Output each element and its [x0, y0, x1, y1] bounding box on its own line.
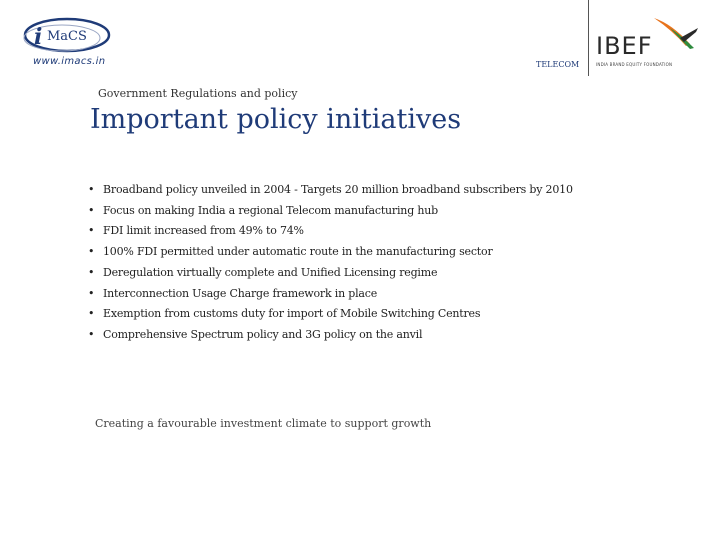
imacs-url: www.imacs.in — [33, 56, 106, 67]
ibef-logo-text: IBEF — [596, 32, 653, 60]
bullet-icon: • — [88, 265, 95, 279]
bullet-item — [88, 180, 573, 201]
bullet-icon: • — [88, 286, 95, 300]
bullet-text: Focus on making India a regional Telecom manufacturing hub — [103, 203, 438, 217]
bullet-icon: • — [88, 307, 95, 321]
svg-text:i: i — [34, 24, 43, 50]
ibef-tagline: INDIA BRAND EQUITY FOUNDATION — [596, 62, 673, 67]
bullet-text: Comprehensive Spectrum policy and 3G policy on the anvil — [103, 327, 423, 341]
bullet-icon: • — [88, 203, 95, 217]
imacs-logo-text: MaCS — [47, 29, 87, 44]
slide-title: Important policy initiatives — [90, 104, 462, 135]
bullet-item — [88, 325, 573, 346]
bullet-text: Exemption from customs duty for import of Mobile Switching Centres — [103, 307, 481, 321]
bullet-icon: • — [88, 183, 95, 196]
bullet-icon: • — [88, 327, 95, 341]
bullet-text: Interconnection Usage Charge framework in place — [103, 286, 378, 300]
section-tag: TELECOM — [536, 60, 580, 69]
slide-subtitle: Government Regulations and policy — [98, 87, 298, 100]
bullet-item — [88, 263, 573, 284]
bullet-item — [88, 201, 573, 222]
bullet-item — [88, 284, 573, 305]
header-divider — [588, 0, 589, 76]
ibef-bird-icon — [650, 14, 702, 54]
bullet-item — [88, 221, 573, 242]
bullet-item — [88, 304, 573, 325]
bullet-icon: • — [88, 245, 95, 259]
bullet-list — [88, 180, 573, 346]
imacs-logo — [22, 14, 112, 58]
footer-note: Creating a favourable investment climate to support growth — [95, 417, 432, 430]
bullet-item — [88, 242, 573, 263]
bullet-text: FDI limit increased from 49% to 74% — [103, 224, 304, 238]
bullet-text: Deregulation virtually complete and Unified Licensing regime — [103, 265, 438, 279]
bullet-icon: • — [88, 224, 95, 238]
bullet-text: Broadband policy unveiled in 2004 - Targets 20 million broadband subscribers by 2010 — [103, 183, 573, 196]
bullet-text: 100% FDI permitted under automatic route in the manufacturing sector — [103, 245, 493, 259]
